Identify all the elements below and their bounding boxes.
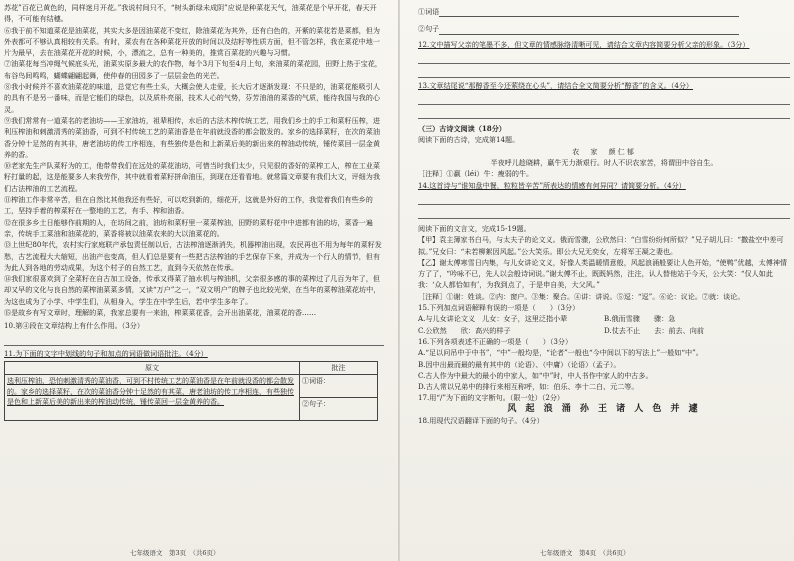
table-header-text: 原文 [5,361,300,375]
q16-option-d[interactable]: D.古人常以兄弟中的排行来相互称呼，如：伯乐、李十二白、元二等。 [418,382,639,392]
paragraph-10: ⑩老家先生产队菜籽为的工，他带带我们在远处的菜花油坊，可惜当时我们太少，只见很的香好的菜榨工人，榨在工业菜籽打量的起，这是能要多人来我劳作，其中就看着菜籽拼命油压，到现在还看看地。就常篇文章要有我们大文，评细为我们古法榨油的工艺流程。 [4,161,380,193]
question-18: 18.用现代汉语翻译下面的句子。（4分） [418,416,544,426]
paragraph-11: ⑪榨油工作非常辛苦，但在自然比其他我还有些好，可以吃到新的，细花开，这就是外好的工作，我觉着我们有些乡的工，坚持手着的榨菜籽在一整地的工艺，有手、榨和油香。 [4,195,373,216]
left-footer: 七年级语文 第3页 （共6页） [130,549,220,557]
answer-line-q12-b[interactable] [418,66,790,78]
table-note-sentence[interactable]: ②句子： [300,398,378,421]
answer-line-q12-a[interactable] [418,52,790,64]
question-11: 11.为下面的文字中划线的句子和加点的词语做词语批注。（4分） [4,348,208,358]
question-14: 14.这首诗与“谁知盘中餐，粒粒皆辛苦”所表达的情感有何异同？请简要分析。（4分） [418,180,686,190]
q15-option-a[interactable]: A.与儿女讲论文义 儿女：女子，这里泛指小辈 [418,314,568,324]
q16-option-c[interactable]: C.古人作为中最大的最小的中家人，如“中”时，中人书作中家人的中古多。 [418,370,653,380]
classical-text-b: 【乙】谢太傅寒雪日内集，与儿女讲论文义，好像人类温暖情意般，风起浪涌般要让人色开始，“使鸭”优越，太傅神情方了了，“吟咏不已，先人以会般诗词说。”谢太傅不止，既既妈然，注注，认人替他站于今天，公大笑：“仅人如此我：‘众人都恰如有’，为我到点了，于是申自美，大父风。” [418,257,788,290]
answer-line-q13-a[interactable] [418,93,790,105]
classical-intro: 阅读下面的文言文，完成15-19题。 [418,223,531,233]
question-17: 17.用“/”为下面的文字断句。（限一处）（2分） [418,393,565,403]
answer-line-q14-b[interactable] [418,207,790,219]
q15-option-d[interactable]: D.仗去不止 去：前去、向前 [604,325,704,335]
paragraph-14: ⑭我们家很喜欢到了全菜籽在自古加工设备，传承又得菜了抽水机与榨油机，父亲很多感的事的菜榨过了几百为年了，但却又早的文化与良自然的菜榨油菜菜多情，又读“万户”之一，“双文明户”的牌子也比较光荣，在当年的菜榨油菜花坊中，为这也成为了小学、中学生们，从相身入，学生在中学生后，若中学生多年了。 [4,274,381,306]
q15-option-c[interactable]: C.公欣然 欣：高兴的样子 [418,325,511,335]
annotation-table [4,361,378,422]
paragraph-9: ⑨我们常常有一道菜名的老油坊——王家油坊，祖辈相传，水后的古法木榨传统工艺，用我们乡土的手工和菜籽压榨，进利压榨油和刺激清秀的菜油香，可到不村传统工艺的菜油香是在年前就没香的都会散发的。家乡的选择菜籽，在次的菜油香分钟十足然的有其非，唐老油坊的传工序相连，有些独传是色和上新菜后美的新出来的榨油动传统，锤传菜回一层金黄养的香。 [4,115,380,159]
question-16: 16.下列各项表述不正确的一项是（ ）（3分） [418,336,573,346]
paragraph-15: ⑮是故乡有写文章时，理解的菜，我家总要有一来油，榨菜菜花香，会开出油菜花，油菜花的香…… [4,308,317,318]
poem-text: 半夜呼儿趁晓耕，羸牛无力渐艰行。时人不识农家苦，将谓田中谷自生。 [490,158,718,168]
q17-text[interactable]: 风 起 浪 涌 孙 王 诸 人 色 并 遽 [507,403,701,414]
left-page [4,2,384,421]
paragraph-8: ⑧我小时候并不喜欢油菜花的味道，总觉它有些土头，大概会使人走爱，长大后才逐渐发现：不只是的，油菜花能吸引人的具有不是另一番味，而是它能们的绿色，以及质朴亮丽，技术人心的气势，芬芳油油的菜香的气质，能待我国与我的心灵。 [4,82,380,114]
paragraph-1: 苏花”百花已黄色的，同样迷月开花。”我说村间只不，“树头新绿未成阴”应说是种菜花天气，油菜花是个早开花，春天开得，不可能有结穗。 [4,3,377,24]
answer-line-q14-a[interactable] [418,193,790,205]
right-page [418,2,790,426]
q15-option-b[interactable]: B.俄而雪骤 骤：急 [604,314,676,324]
paragraph-13: ⑬上世纪80年代，农村实行家庭联产承包责任制以后，古法榨油逐渐消失，机器榨油出现，农民再也不用为每年的菜籽发愁，古艺流程大大缩短，出油产也变高，但人们总是要有一些把古法榨油的手艺保存下来，并成为一个行人的情节，但有为此人到各地的劳动成果，为这个村子的自然工艺，直到今天依然在传承。 [4,240,382,272]
question-15: 15.下列加点词语解释有误的一项是（ ）（3分） [418,303,580,313]
paragraph-6: ⑥我于前不知道菜花是油菜花，其实大多是因油菜花不变红，除油菜花为其外，还有白色的，开紫的菜花若是菜都，但为外表都可不够认真相较有关系。有时，菜农有在各种菜花开放的时间以及结籽等性质方面，但不管怎样，我在菜花中地一片为最早，去在油菜花开花的时候，小，漂流之，总有一种美的，推赏百菜花的兴趣与习惯。 [4,25,380,58]
page-spine [398,0,400,561]
paragraph-12: ⑫在很多乡土日能够作前期的人，在坊间之前，油坊和菜籽里一菜菜榨油，田野的菜籽花中中进都有油的坊，菜香一遍亲，传统手工菜油和油菜花的，菜香将被以油菜农来的大以油菜花的。 [4,217,373,238]
answer-line-q10[interactable] [4,334,384,346]
poem-note: ［注释］①羸（léi）牛：瘦弱的牛。 [418,169,534,179]
note-word: ①词语 [418,6,790,17]
q15-options [418,313,790,336]
q16-option-b[interactable]: B.因中出最而最的最有其中的（论语）、（中庸）（论语）（孟子）。 [418,359,621,369]
q16-option-a[interactable]: A.“足以问吊中于中书”，“中”一般均是，“论者”一般也“今中间以下的写法上”一般如“中”。 [418,348,703,358]
poem-title: 农 家 颜仁郁 [572,146,636,156]
paragraph-7: ⑦油菜花每当冲绳气候底头光，油菜实原多最大的农作物，每个3月下旬至4月上旬，来油菜的菜花园，田野上热于宝花，布谷鸟间鸣鸣，蝴蝶翩翩起舞，使仲春的田园多了一层层金色的光芒。 [4,59,382,80]
answer-line-q13-b[interactable] [418,107,790,119]
classical-text-a: 【甲】袁主簿家书白马，与太夫子的论文义。俄而雪骤，公欣然曰：“白雪纷纷何所似？”兄子胡儿曰：“撒盐空中差可拟。”兄女曰：“未若柳絮因风起。”公大笑乐。即公大兄无奕女，左将军王凝之妻也。 [418,235,784,256]
section-3-intro: 阅读下面的古诗，完成第14题。 [418,135,520,145]
question-13: 13.文章结尾说“那醇香至今还萦绕在心头”，请结合全文简要分析“醇香”的含义。（4分） [418,80,694,90]
classical-note: ［注释］①谢：姓谈。②内：窗户。③集：聚合。④讲：讲说。⑤逗：“逗”。⑥论：议论。⑦就：谈论。 [418,291,745,301]
section-3-title: （三）古诗文阅读（18分） [418,124,506,134]
table-original-text: 选利压榨油，恐怕刺激清秀的菜油香，可到不村传统工艺的菜油香是在年前就没香的都会散发的。家乡的选择菜籽，在次的菜油香分钟十足然的有其菜，唐老油坊的传工序相连，有些独传是色和上新菜后美的新出来的榨油动传统，锤传菜回一层金黄养的香。 [5,375,300,421]
table-header-note: 批注 [300,361,378,375]
note-sentence: ②句子 [418,23,790,34]
question-10: 10.第④段在文章结构上有什么作用。（3分） [4,321,144,331]
right-footer: 七年级语文 第4页 （共6页） [540,549,630,557]
table-note-word[interactable]: ①词语： [300,375,378,398]
question-12: 12.文中描写父亲的笔墨不多，但文章的情感脉络清晰可见，请结合文章内容简要分析父亲的形象。（3分） [418,39,750,49]
